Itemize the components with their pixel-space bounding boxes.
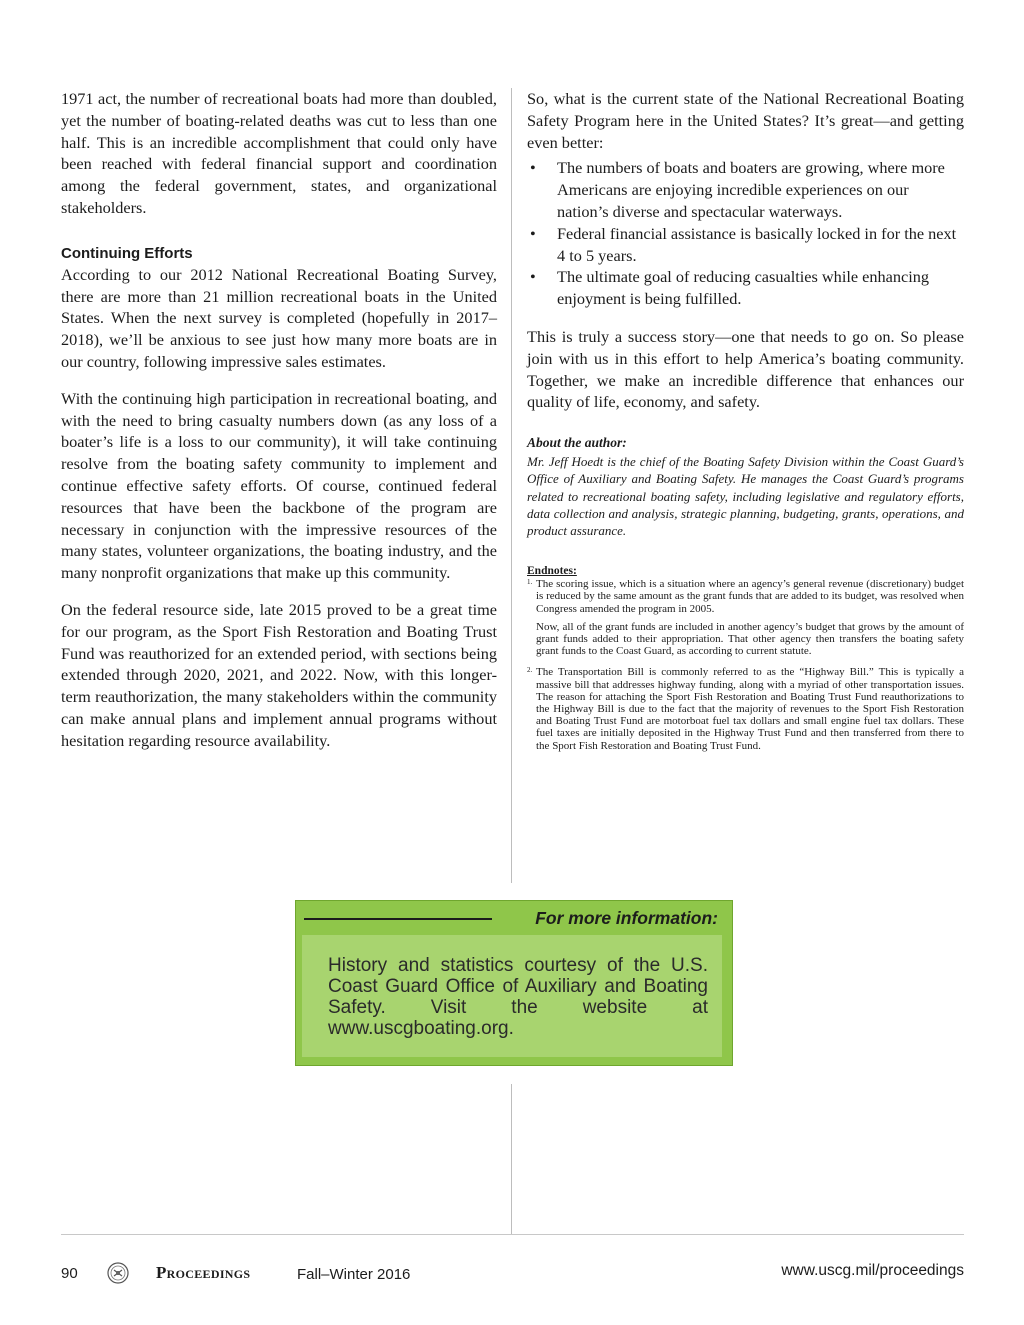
list-item: • The numbers of boats and boaters are growing, where more Americans are enjoying incredible experiences on our nation’s diverse and spectacular waterways.	[530, 158, 945, 221]
list-item: • Federal financial assistance is basically locked in for the next 4 to 5 years.	[530, 223, 957, 265]
paragraph-current-state: So, what is the current state of the National Recreational Boating Safety Program here in the United States? It’s great—and getting even better:	[527, 89, 964, 152]
infobox-title: For more information:	[535, 908, 718, 928]
column-divider-top	[511, 88, 512, 883]
footer-rule	[61, 1234, 964, 1235]
left-column	[61, 88, 497, 767]
bullet-list	[527, 157, 964, 310]
list-item: • The ultimate goal of reducing casualties while enhancing enjoyment is being fulfilled.	[530, 267, 930, 309]
paragraph-federal-resource: On the federal resource side, late 2015 proved to be a great time for our program, as the Sport Fish Restoration and Boating Trust Fund was reauthorized for an extended period, with sections being extended through 2020, 2021, and 2022. Now, with this longer-term reauthorization, the many stakeholders within the community can make annual plans and implement annual programs without hesitation regarding resource availability.	[61, 599, 497, 750]
paragraph-survey: According to our 2012 National Recreational Boating Survey, there are more than 21 million recreational boats in the United States. When the next survey is completed (hopefully in 2017–2018), we’ll be anxious to see just how many more boats are in our country, following impressive sales estimates.	[61, 264, 497, 371]
infobox-inner-panel	[302, 935, 722, 1057]
right-column	[527, 88, 964, 758]
issue-date: Fall–Winter 2016	[297, 1266, 411, 1283]
website-url: www.uscg.mil/proceedings	[781, 1262, 964, 1279]
infobox-rule	[304, 918, 492, 920]
infobox-text: History and statistics courtesy of the U.S. Coast Guard Office of Auxiliary and Boating Safety. Visit the website at www.uscgboating.org.	[328, 955, 708, 1039]
publication-name: Proceedings	[156, 1263, 251, 1282]
endnote-1: 1. The scoring issue, which is a situation where an agency’s general revenue (discretionary) budget is reduced by the same amount as the grant funds that are added to its budget, was resolved when Congress amended the program in 2005.	[527, 578, 964, 615]
page-number: 90	[61, 1265, 78, 1282]
paragraph-1971-act: 1971 act, the number of recreational boats had more than doubled, yet the number of boating-related deaths was cut to less than one half. This is an incredible accomplishment that could only have been reached with federal financial support and coordination among the federal government, states, and organizational stakeholders.	[61, 89, 497, 217]
about-author-text: Mr. Jeff Hoedt is the chief of the Boating Safety Division within the Coast Guard’s Office of Auxiliary and Boating Safety. He manages the Coast Guard’s programs related to recreational boating safety, including legislative and regulatory efforts, data collection and analysis, strategic planning, budgeting, grants, operations, and product assurance.	[527, 454, 964, 538]
bullet-icon: •	[530, 267, 536, 287]
bullet-icon: •	[530, 223, 536, 243]
column-divider-bottom	[511, 1084, 512, 1234]
paragraph-participation: With the continuing high participation in recreational boating, and with the need to bring casualty numbers down (as any loss of a boater’s life is a loss to our community), it will take continuing resolve from the boating safety community to implement and continue effective safety efforts. Of course, continued federal resources that have been the backbone of the program are necessary in conjunction with the impressive resources of the many states, volunteer organizations, the boating industry, and the many nonprofit organizations that make up this community.	[61, 388, 497, 583]
endnote-1-continuation: Now, all of the grant funds are included in another agency’s budget that grows by the amount of grant funds added to their appropriation. That other agency then transfers the boating safety grant funds to the Coast Guard, as according to current statute.	[536, 620, 964, 658]
section-heading-continuing-efforts: Continuing Efforts	[61, 244, 193, 262]
bullet-icon: •	[530, 158, 536, 178]
paragraph-success-story: This is truly a success story—one that needs to go on. So please join with us in this effort to help America’s boating community. Together, we make an incredible difference that enhances our quality of life, economy, and safety.	[527, 326, 964, 412]
coast-guard-seal-icon	[107, 1262, 129, 1284]
more-information-box	[295, 900, 733, 1066]
endnotes-heading: Endnotes:	[527, 565, 577, 578]
about-author-heading: About the author:	[527, 435, 627, 451]
endnote-2: 2. The Transportation Bill is commonly referred to as the “Highway Bill.” This is typically a massive bill that addresses highway funding, along with a myriad of other transportation issues. The reason for attaching the Sport Fish Restoration and Boating Trust Fund reauthorizations to the Highway Bill is due to the fact that the majority of revenues to the Sport Fish Restoration and Boating Trust Fund are motorboat fuel tax dollars and small engine fuel tax dollars. These fuel taxes are initially deposited in the Highway Trust Fund and then transferred from there to the Sport Fish Restoration and Boating Trust Fund.	[527, 666, 964, 752]
